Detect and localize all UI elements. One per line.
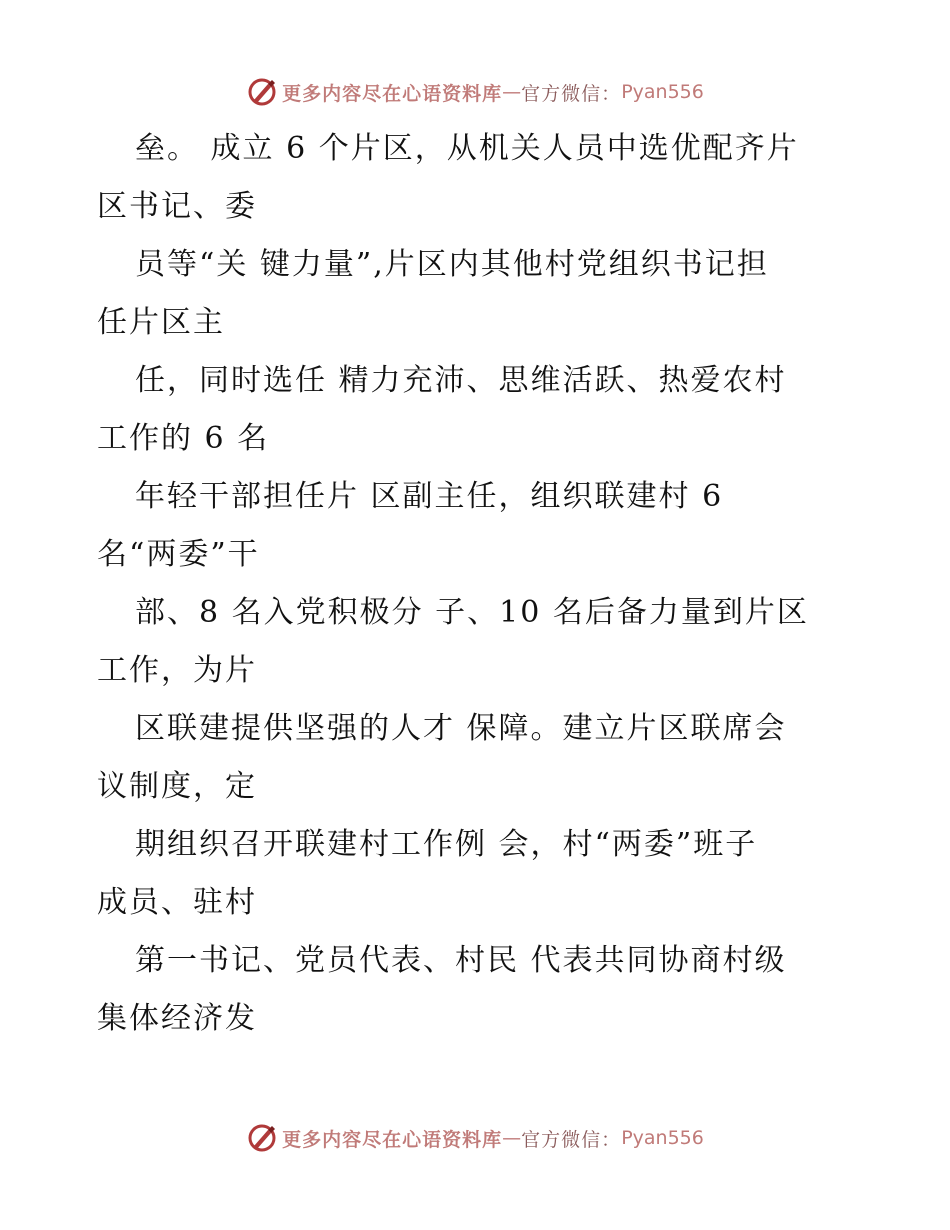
pen-logo-icon — [246, 76, 278, 108]
text-line: 集体经济发 — [97, 1001, 257, 1036]
text-line: 区联建提供坚强的人才 保障。建立片区联席会 — [135, 711, 787, 746]
text-line: 员等“关 键力量”,片区内其他村党组织书记担 — [135, 247, 769, 282]
watermark-wechat-label: 官方微信： — [521, 1128, 622, 1151]
watermark-dash: — — [502, 81, 522, 103]
text-line: 工作的 6 名 — [97, 421, 270, 456]
watermark-dash: — — [502, 1127, 522, 1149]
text-line: 垒。 成立 6 个片区，从机关人员中选优配齐片 — [135, 131, 799, 166]
footer-watermark — [0, 1118, 950, 1158]
watermark-wechat-id: Pyan556 — [621, 1127, 704, 1149]
text-line: 任片区主 — [97, 305, 225, 340]
header-watermark — [0, 72, 950, 112]
document-body — [97, 120, 857, 1048]
text-line: 议制度，定 — [97, 769, 257, 804]
pen-logo-icon — [246, 1122, 278, 1154]
text-line: 期组织召开联建村工作例 会，村“两委”班子 — [135, 827, 758, 862]
text-line: 第一书记、党员代表、村民 代表共同协商村级 — [135, 943, 787, 978]
text-line: 部、8 名入党积极分 子、10 名后备力量到片区 — [135, 595, 809, 630]
watermark-wechat-label: 官方微信： — [521, 82, 622, 105]
text-line: 年轻干部担任片 区副主任，组织联建村 6 — [135, 479, 724, 514]
watermark-text: 更多内容尽在心语资料库 — [282, 82, 503, 105]
text-line: 任，同时选任 精力充沛、思维活跃、热爱农村 — [135, 363, 787, 398]
text-line: 名“两委”干 — [97, 537, 260, 572]
text-line: 成员、驻村 — [97, 885, 257, 920]
watermark-wechat-id: Pyan556 — [621, 81, 704, 103]
watermark-text: 更多内容尽在心语资料库 — [282, 1128, 503, 1151]
text-line: 工作，为片 — [97, 653, 257, 688]
text-line: 区书记、委 — [97, 189, 257, 224]
